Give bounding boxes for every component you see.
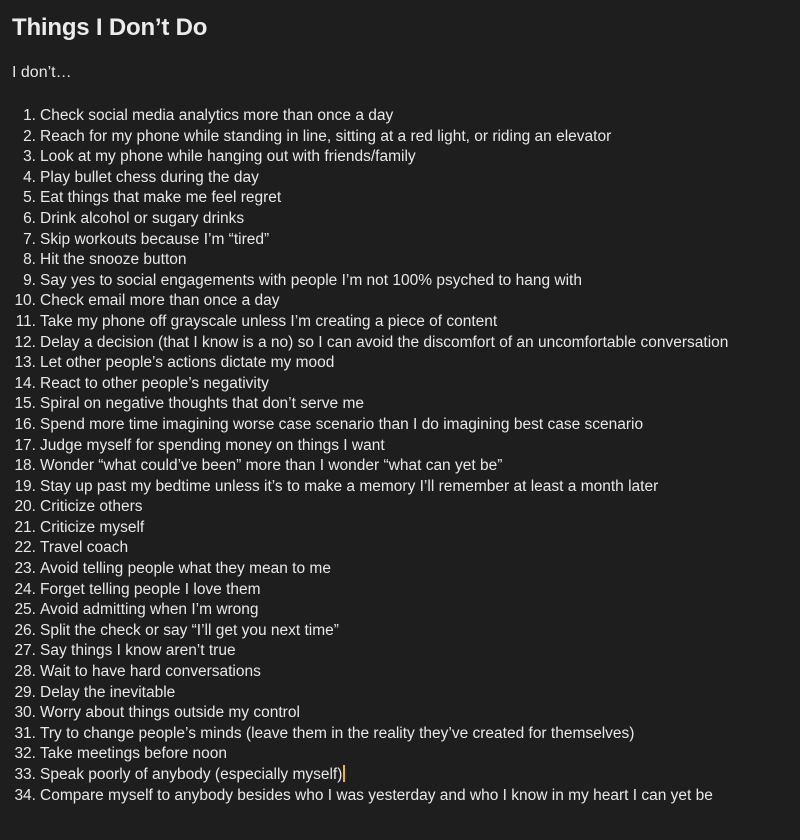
list-item[interactable]: [0, 312, 800, 333]
item-number: 13.: [14, 354, 36, 372]
item-text: Criticize others: [40, 498, 143, 516]
item-text: Travel coach: [40, 539, 129, 557]
list-item[interactable]: [0, 353, 800, 374]
item-number: 32.: [14, 745, 36, 763]
item-number: 19.: [14, 477, 36, 495]
item-number: 20.: [14, 498, 36, 516]
list-item[interactable]: [0, 621, 800, 642]
item-number: 21.: [14, 518, 36, 536]
item-text: Avoid admitting when I’m wrong: [40, 601, 259, 619]
item-text: Spend more time imagining worse case scenario than I do imagining best case scenario: [40, 415, 644, 433]
item-text: Spiral on negative thoughts that don’t serve me: [40, 395, 364, 413]
item-number: 27.: [14, 642, 36, 660]
item-text: Avoid telling people what they mean to me: [40, 560, 331, 578]
item-text: Wonder “what could’ve been” more than I wonder “what can yet be”: [40, 457, 503, 475]
item-number: 22.: [14, 539, 36, 557]
list-item[interactable]: [0, 724, 800, 745]
list-item[interactable]: [0, 333, 800, 354]
item-text: Take my phone off grayscale unless I’m creating a piece of content: [40, 312, 498, 330]
list-item[interactable]: [0, 744, 800, 765]
list-item[interactable]: [0, 209, 800, 230]
list-item[interactable]: [0, 497, 800, 518]
item-number: 7.: [23, 230, 36, 248]
item-number: 10.: [14, 292, 36, 310]
things-list: [0, 106, 800, 806]
item-number: 23.: [14, 560, 36, 578]
list-item[interactable]: [0, 786, 800, 807]
list-item[interactable]: [0, 394, 800, 415]
list-item[interactable]: [0, 291, 800, 312]
item-number: 34.: [14, 786, 36, 804]
list-item[interactable]: [0, 559, 800, 580]
item-number: 6.: [23, 209, 36, 227]
text-cursor: [343, 765, 345, 782]
list-item[interactable]: [0, 683, 800, 704]
list-item[interactable]: [0, 188, 800, 209]
list-item[interactable]: [0, 230, 800, 251]
item-text: Say things I know aren’t true: [40, 642, 236, 660]
item-number: 25.: [14, 601, 36, 619]
item-number: 5.: [23, 189, 36, 207]
list-item[interactable]: [0, 106, 800, 127]
list-item[interactable]: [0, 127, 800, 148]
item-text: Say yes to social engagements with people I’m not 100% psyched to hang with: [40, 271, 582, 289]
item-number: 11.: [15, 312, 36, 330]
list-item[interactable]: [0, 168, 800, 189]
item-text: Speak poorly of anybody (especially myself): [40, 766, 343, 783]
item-number: 26.: [14, 621, 36, 639]
item-number: 14.: [14, 374, 36, 392]
item-text: Try to change people’s minds (leave them in the reality they’ve created for themselves): [40, 724, 635, 742]
intro-text[interactable]: I don’t…: [12, 64, 72, 81]
list-item[interactable]: [0, 580, 800, 601]
note-title[interactable]: Things I Don’t Do: [12, 14, 208, 41]
list-item[interactable]: [0, 641, 800, 662]
item-text: React to other people’s negativity: [40, 374, 269, 392]
item-number: 8.: [23, 251, 36, 269]
item-number: 12.: [14, 333, 36, 351]
item-text: Play bullet chess during the day: [40, 168, 259, 186]
item-text: Drink alcohol or sugary drinks: [40, 209, 245, 227]
item-number: 24.: [14, 580, 36, 598]
list-item[interactable]: [0, 477, 800, 498]
item-number: 33.: [14, 766, 36, 783]
item-text: Compare myself to anybody besides who I was yesterday and who I know in my heart I can yet be: [40, 786, 713, 804]
item-text: Check social media analytics more than once a day: [40, 107, 394, 124]
item-number: 16.: [14, 415, 36, 433]
list-item[interactable]: [0, 147, 800, 168]
list-item[interactable]: [0, 456, 800, 477]
item-number: 2.: [23, 127, 36, 145]
list-item[interactable]: [0, 600, 800, 621]
item-text: Reach for my phone while standing in line, sitting at a red light, or riding an elevator: [40, 127, 612, 145]
item-text: Hit the snooze button: [40, 251, 187, 269]
item-text: Criticize myself: [40, 518, 145, 536]
list-item[interactable]: [0, 271, 800, 292]
list-item[interactable]: [0, 703, 800, 724]
item-text: Skip workouts because I’m “tired”: [40, 230, 270, 248]
item-number: 30.: [14, 704, 36, 722]
item-number: 17.: [14, 436, 36, 454]
item-number: 4.: [23, 168, 36, 186]
item-text: Delay the inevitable: [40, 683, 176, 701]
item-number: 18.: [14, 457, 36, 475]
item-number: 9.: [23, 271, 36, 289]
item-number: 28.: [14, 663, 36, 681]
item-text: Take meetings before noon: [40, 745, 227, 763]
item-text: Check email more than once a day: [40, 292, 280, 310]
item-text: Judge myself for spending money on things I want: [40, 436, 385, 454]
item-text: Let other people’s actions dictate my mood: [40, 354, 335, 372]
list-item[interactable]: [0, 415, 800, 436]
item-text: Split the check or say “I’ll get you next time”: [40, 621, 339, 639]
item-text: Stay up past my bedtime unless it’s to make a memory I’ll remember at least a month later: [40, 477, 659, 495]
item-text: Worry about things outside my control: [40, 704, 300, 722]
item-text: Look at my phone while hanging out with friends/family: [40, 148, 416, 166]
list-item[interactable]: [0, 662, 800, 683]
item-text: Eat things that make me feel regret: [40, 189, 282, 207]
list-item[interactable]: [0, 538, 800, 559]
item-text: Delay a decision (that I know is a no) so I can avoid the discomfort of an uncomfortable conversation: [40, 333, 729, 351]
list-item[interactable]: [0, 765, 800, 786]
item-number: 3.: [23, 148, 36, 166]
item-number: 1.: [23, 107, 36, 124]
item-number: 31.: [14, 724, 36, 742]
item-number: 15.: [14, 395, 36, 413]
list-item[interactable]: [0, 436, 800, 457]
list-item[interactable]: [0, 518, 800, 539]
list-item[interactable]: [0, 374, 800, 395]
item-text: Wait to have hard conversations: [40, 663, 261, 681]
list-item[interactable]: [0, 250, 800, 271]
item-text: Forget telling people I love them: [40, 580, 261, 598]
item-number: 29.: [14, 683, 36, 701]
